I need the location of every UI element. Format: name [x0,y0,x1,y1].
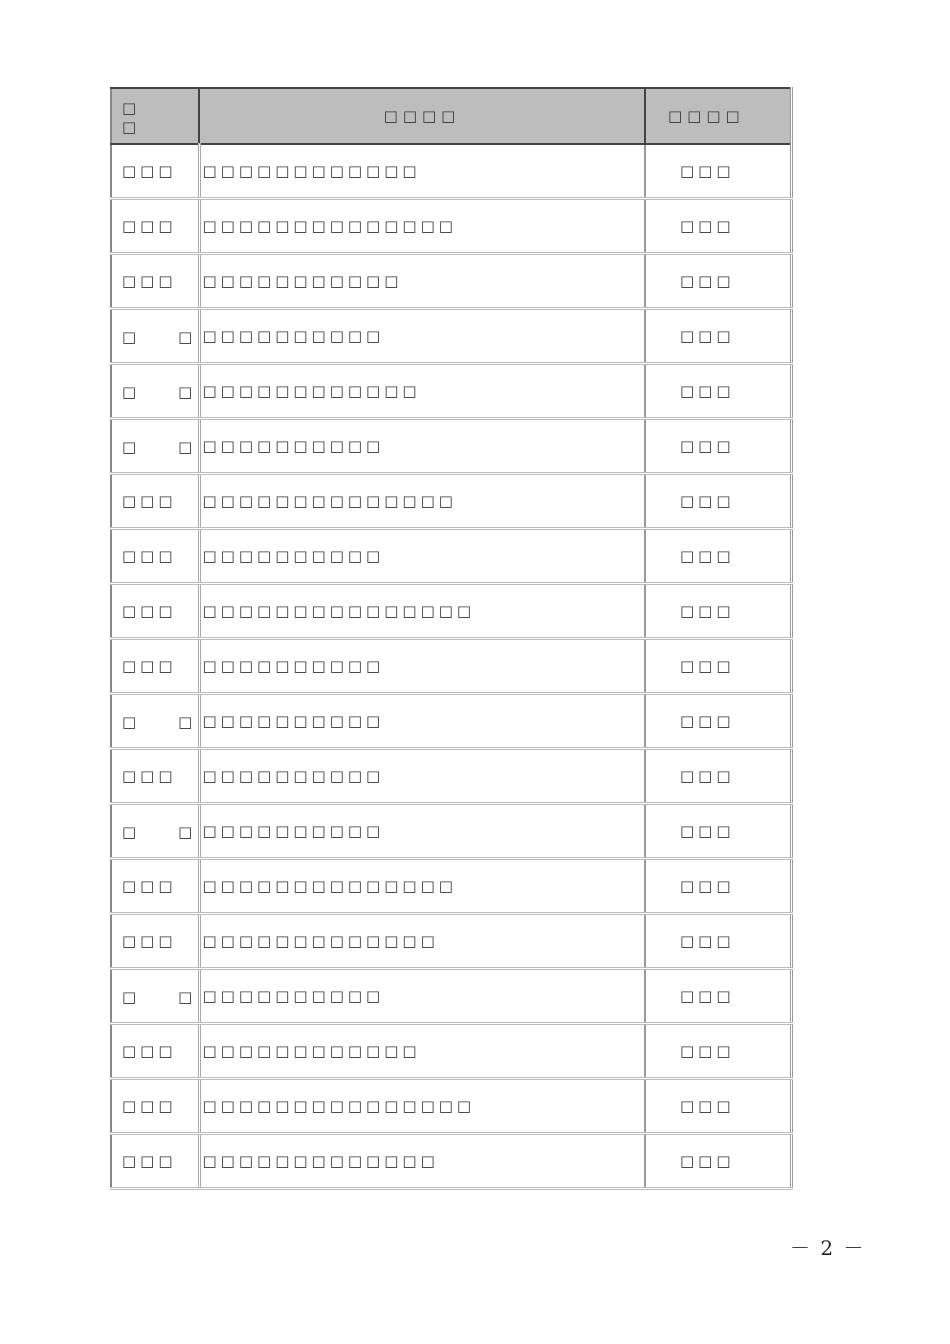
table-cell-col2: □□□□□□□□□□ [199,529,645,584]
table-cell-col2: □□□□□□□□□□□□□□□ [199,1079,645,1134]
table-header [111,88,791,144]
header-row [111,88,791,144]
table-cell-col3: □□□ [645,804,791,859]
table-cell-col3: □□□ [645,639,791,694]
table-cell-col2: □□□□□□□□□□ [199,694,645,749]
table-cell-col3: □□□ [645,1134,791,1189]
table-cell-col3: □□□ [645,419,791,474]
table-row [111,749,791,804]
table-row [111,694,791,749]
table-cell-col2: □□□□□□□□□□□□□ [199,914,645,969]
table-cell-col2: □□□□□□□□□□ [199,639,645,694]
table-cell-col3: □□□ [645,529,791,584]
table-cell-col2: □□□□□□□□□□□□□□ [199,859,645,914]
table-cell-col2: □□□□□□□□□□□□□ [199,1134,645,1189]
table-cell-col1: □□□ [111,1134,199,1189]
table-cell-col1: □□□ [111,639,199,694]
table-cell-col2: □□□□□□□□□□□□ [199,1024,645,1079]
table-cell-col3: □□□ [645,144,791,199]
header-cell-1: □ □ [111,88,199,144]
table-cell-col2: □□□□□□□□□□□ [199,254,645,309]
table-row [111,914,791,969]
table-cell-col2: □□□□□□□□□□ [199,969,645,1024]
table-cell-col3: □□□ [645,199,791,254]
table-cell-col3: □□□ [645,969,791,1024]
table-cell-col2: □□□□□□□□□□□□□□ [199,474,645,529]
table-cell-col1: □ □ [111,969,199,1024]
table-cell-col3: □□□ [645,694,791,749]
table-cell-col2: □□□□□□□□□□□□□□ [199,199,645,254]
table-cell-col1: □□□ [111,914,199,969]
table-cell-col1: □ □ [111,804,199,859]
table-cell-col3: □□□ [645,1024,791,1079]
table-row [111,419,791,474]
table-cell-col3: □□□ [645,859,791,914]
page-number: － 2 － [790,1236,866,1260]
table-cell-col3: □□□ [645,254,791,309]
table-cell-col1: □□□ [111,199,199,254]
table-cell-col3: □□□ [645,749,791,804]
table-row [111,364,791,419]
table-row [111,584,791,639]
table-cell-col3: □□□ [645,914,791,969]
table-cell-col1: □ □ [111,364,199,419]
table-row [111,199,791,254]
table-row [111,254,791,309]
table-cell-col2: □□□□□□□□□□ [199,749,645,804]
table-row [111,1079,791,1134]
table-cell-col2: □□□□□□□□□□□□ [199,144,645,199]
table-cell-col1: □□□ [111,1079,199,1134]
table-cell-col2: □□□□□□□□□□□□ [199,364,645,419]
table-cell-col2: □□□□□□□□□□ [199,804,645,859]
table-cell-col2: □□□□□□□□□□ [199,309,645,364]
table-cell-col1: □□□ [111,529,199,584]
table-body [111,144,791,1189]
table-cell-col2: □□□□□□□□□□ [199,419,645,474]
table-cell-col2: □□□□□□□□□□□□□□□ [199,584,645,639]
table-cell-col3: □□□ [645,474,791,529]
table-cell-col1: □□□ [111,474,199,529]
table-cell-col1: □□□ [111,749,199,804]
table-cell-col1: □□□ [111,1024,199,1079]
table-row [111,1134,791,1189]
table-cell-col3: □□□ [645,309,791,364]
table-cell-col1: □ □ [111,694,199,749]
table-row [111,529,791,584]
table-row [111,474,791,529]
table-cell-col1: □□□ [111,254,199,309]
table-cell-col1: □□□ [111,859,199,914]
table-cell-col1: □ □ [111,419,199,474]
table-cell-col3: □□□ [645,364,791,419]
table-row [111,309,791,364]
table-cell-col1: □ □ [111,309,199,364]
table-row [111,1024,791,1079]
table-row [111,639,791,694]
list-table [110,87,793,1190]
table-row [111,804,791,859]
table-cell-col1: □□□ [111,144,199,199]
table-row [111,144,791,199]
table-cell-col3: □□□ [645,584,791,639]
header-cell-2: □□□□ [199,88,645,144]
table-cell-col3: □□□ [645,1079,791,1134]
table-cell-col1: □□□ [111,584,199,639]
header-cell-3: □□□□ [645,88,791,144]
table-row [111,969,791,1024]
table-row [111,859,791,914]
